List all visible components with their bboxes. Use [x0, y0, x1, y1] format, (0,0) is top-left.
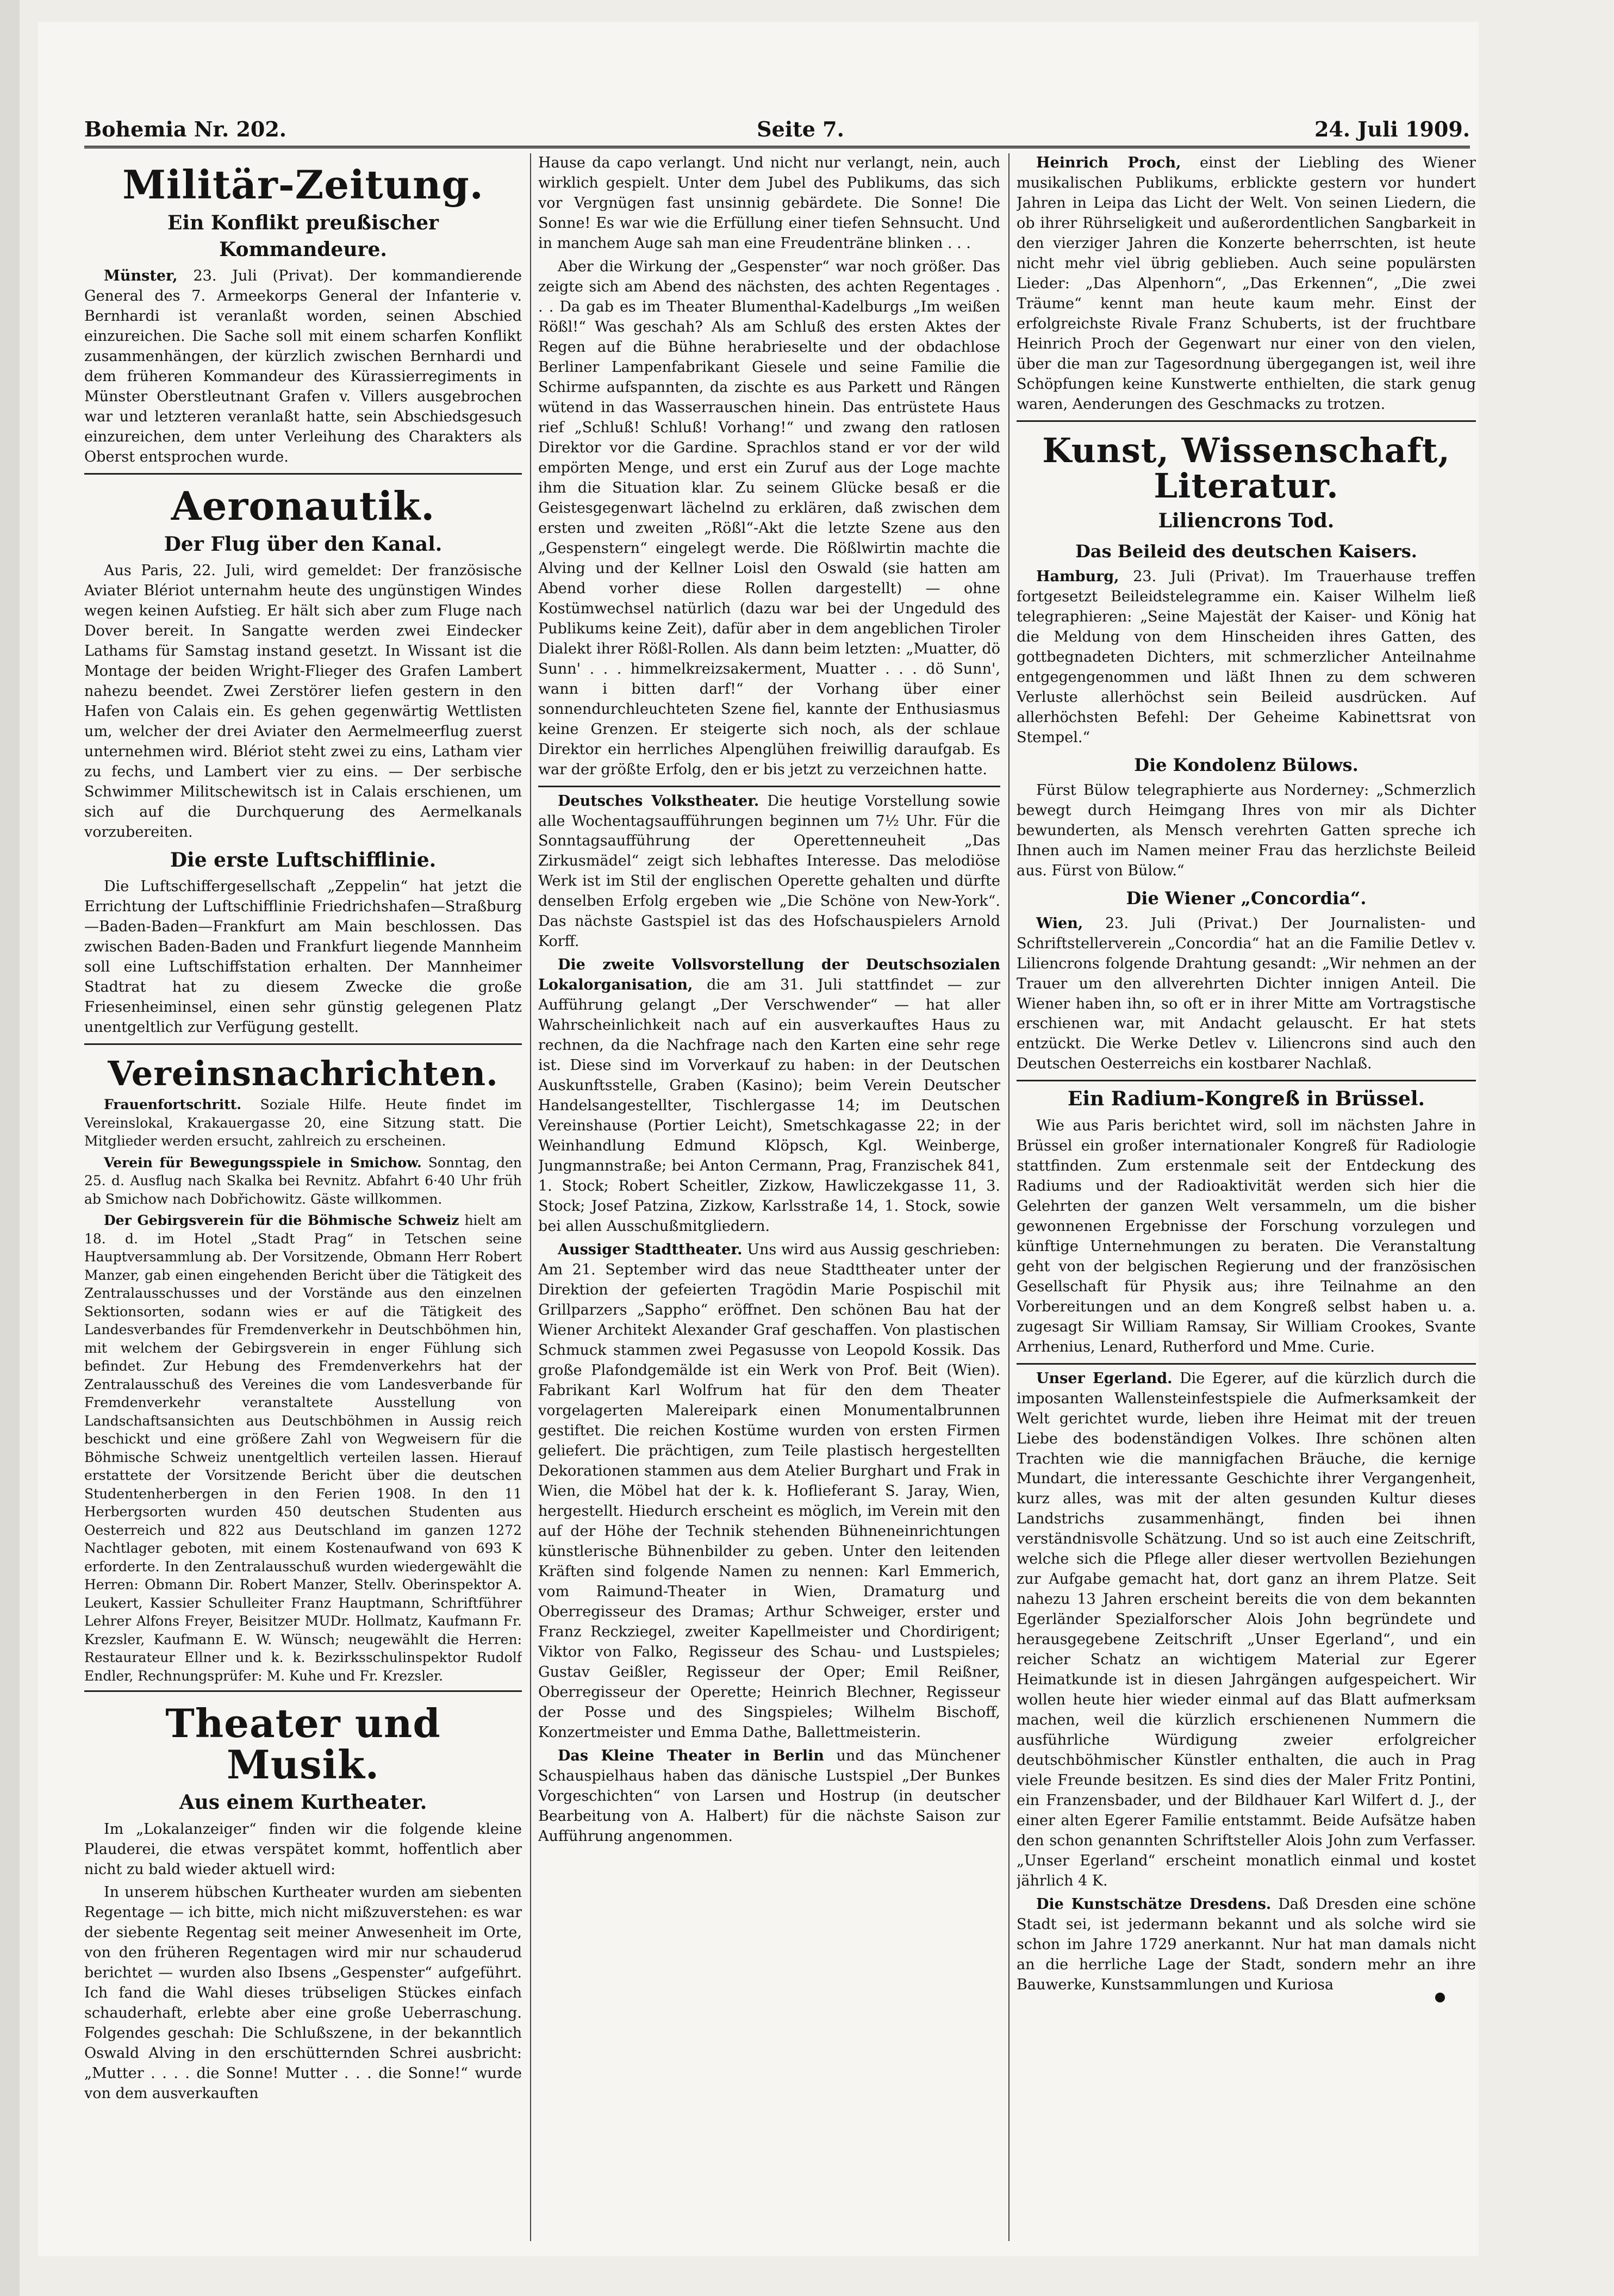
- article-headline: Ein Radium-Kongreß in Brüssel.: [1067, 1087, 1425, 1111]
- notice: [84, 1211, 522, 1685]
- item-text: einst der Liebling des Wiener musikalischen Publikums, erblickte gestern vor hundert Jahren in Leipa das Licht der Welt. Von seinen Liedern, die ob ihrer Rührseligkeit und außerordentlichen Sangbarkeit in den vierziger Jahren die Konzerte beherrschten, ist heute nicht mehr viel übrig geblieben. Auch seine populärsten Lieder: „Das Alpenhorn“, „Das Erkennen“, „Die zwei Träume“ kennt man heute kaum mehr. Einst der erfolgreichste Rivale Franz Schuberts, ist der fruchtbare Heinrich Proch der Gegenwart nur einer von den vielen, über die man zur Tagesordnung übergegangen ist, weil ihre Schöpfungen keine Kunstwerte enthielten, die stark genug waren, Aenderungen des Geschmacks zu trotzen.: [1017, 154, 1476, 413]
- section-title-associations: Vereinsnachrichten.: [108, 1053, 498, 1093]
- article-body: In unserem hübschen Kurtheater wurden am siebenten Regentage — ich bitte, mich nicht mißzuverstehen: es war der siebente Regentag seit meiner Anwesenheit im Orte, von den früheren Regentagen wird mir nur schauderud berichtet — wurden also Ibsens „Gespenster“ aufgeführt. Ich fand die Wahl dieses trübseligen Stückes einfach schauderhaft, erlebte aber eine große Ueberraschung. Folgendes geschah: Die Schlußszene, in der bekanntlich Oswald Alving in den erschütternden Schrei ausbricht: „Mutter . . . . die Sonne! Mutter . . . die Sonne!“ wurde von dem ausverkauften: [84, 1884, 522, 2102]
- column-divider: [1008, 153, 1009, 2241]
- dateline: Hamburg,: [1036, 568, 1119, 586]
- news-item: [1017, 1369, 1476, 1892]
- article-body: Aber die Wirkung der „Gespenster“ war noch größer. Das zeigte sich am Abend des nächsten, des achten Regentages . . . Da gab es im Theater Blumenthal-Kadelburgs „Im weißen Rößl!“ Was geschah? Als am Schluß des ersten Aktes der Regen auf die Bühne herabrieselte und der obdachlose Berliner Lampenfabrikant Giesele und seine Familie die Schirme aufspannten, da zischte es aus Parkett und Rängen wütend in das Wasserrauschen hinein. Das entrüstete Haus rief „Schluß! Schluß! Vorhang!“ und zwang den ratlosen Direktor vor die Gardine. Sprachlos stand er vor der wild empörten Menge, und erst ein Zuruf aus der Loge machte ihm die Situation klar. Zu seinem Glücke besaß er die Geistesgegenwart lächelnd zu erklären, daß zwischen dem ersten und zweiten „Rößl“-Akt die letzte Szene aus den „Gespenstern“ eingelegt werde. Die Rößlwirtin machte die Alving und der Kellner Loisl den Oswald (sie hatten am Abend vorher diese Rollen dargestellt) — ohne Kostümwechsel natürlich (dazu war bei der Ungeduld des Publikums keine Zeit), dafür aber in dem angeblichen Tiroler Dialekt ihrer Rößl-Rollen. Als dann beim letzten: „Muatter, dö Sunn' . . . himmelkreizsakerment, Muatter . . . dö Sunn', wann i bitten darf!“ der Vorhang über einer sonnendurchleuchteten Szene fiel, kannte der Enthusiasmus keine Grenzen. Er steigerte sich noch, als der schlaue Direktor ein herrliches Alpenglühen freiwillig daraufgab. Es war der größte Erfolg, den er bis jetzt zu verzeichnen hatte.: [538, 258, 1000, 778]
- article-headline: Aus einem Kurtheater.: [179, 1791, 427, 1814]
- section-title-arts: Kunst, Wissenschaft, Literatur.: [1042, 430, 1450, 506]
- article-subheadline: Das Beileid des deutschen Kaisers.: [1075, 541, 1417, 562]
- news-item: [538, 1746, 1000, 1847]
- header-paper-issue: Bohemia Nr. 202.: [84, 117, 287, 141]
- article-subheadline: Die Wiener „Concordia“.: [1126, 887, 1367, 909]
- item-lead: Das Kleine Theater in Berlin: [558, 1747, 824, 1764]
- dateline: Wien,: [1036, 914, 1083, 932]
- item-lead: Die Kunstschätze Dresdens.: [1036, 1896, 1272, 1913]
- article-text: 23. Juli (Privat.) Der Journalisten- und Schriftstellerverein „Concordia“ hat an die Familie Detlev v. Liliencrons folgende Drahtung gesandt: „Wir nehmen an der Trauer um den allverehrten Dichter innigen Anteil. Die Wiener haben ihn, so oft er in ihrer Mitte am Vortragstische erschienen war, mit Andacht gelauscht. Er hat stets entzückt. Die Werke Detlev v. Liliencrons sind auch den Deutschen Oesterreichs ein kostbarer Nachlaß.: [1017, 914, 1476, 1073]
- item-lead: Unser Egerland.: [1036, 1370, 1173, 1387]
- notice-text: Sonntag, den 25. d. Ausflug nach Skalka bei Revnitz. Abfahrt 6·40 Uhr früh ab Smichow nach Dobřichowitz. Gäste willkommen.: [84, 1154, 522, 1207]
- section-rule: [84, 473, 522, 475]
- news-item: [538, 1240, 1000, 1743]
- article-headline: Ein Konflikt preußischer Kommandeure.: [167, 211, 439, 261]
- notice-lead: Frauenfortschritt.: [104, 1097, 242, 1113]
- news-item: [1017, 153, 1476, 415]
- news-item: [1017, 1895, 1476, 1995]
- notice: [84, 1096, 522, 1150]
- section-rule: [84, 1690, 522, 1692]
- ink-dot: [1435, 1993, 1445, 2002]
- article-text: 23. Juli (Privat). Der kommandierende General des 7. Armeekorps General der Infanterie v. Bernhardi ist veranlaßt worden, seinen Abschied einzureichen. Die Sache soll mit einem scharfen Konflikt zusammenhängen, der kürzlich zwischen Bernhardi und dem früheren Kommandeur des Kürassierregiments in Münster Oberstleutnant Grafen v. Villers ausgebrochen war und letzteren veranlaßt hatte, sein Abschiedsgesuch einzureichen, dem unter Verleihung des Charakters als Oberst entsprochen wurde.: [84, 267, 522, 466]
- notice-text: hielt am 18. d. im Hotel „Stadt Prag“ in Tetschen seine Hauptversammlung ab. Der Vorsitzende, Obmann Herr Robert Manzer, gab einen eingehenden Bericht über die Tätigkeit des Zentralausschusses und der Vorstände aus den einzelnen Sektionsorten, sodann wies er auf die Tätigkeit des Landesverbandes für Fremdenverkehr in Deutschböhmen hin, mit welchem der Gebirgsverein in enger Fühlung sich befindet. Zur Hebung des Fremdenverkehrs hat der Zentralausschuß des Vereines die vom Landesverbande für Fremdenverkehr veranstaltete Ausstellung von Landschaftsansichten aus Deutschböhmen in Aussig reich beschickt und eine größere Zahl von Wegweisern für die Böhmische Schweiz unentgeltlich verteilen lassen. Hierauf erstattete der Vorsitzende Bericht über die deutschen Studentenherbergen in den Ferien 1908. In den 11 Herbergsorten wurden 450 deutschen Studenten aus Oesterreich und 822 aus Deutschland im ganzen 1272 Nachtlager geboten, mit einem Kostenaufwand von 693 K erforderte. In den Zentralausschuß wurden wiedergewählt die Herren: Obmann Dir. Robert Manzer, Stellv. Oberinspektor A. Leukert, Kassier Schulleiter Franz Hauptmann, Schriftführer Lehrer Alfons Freyer, Beisitzer MUDr. Hollmatz, Kaufmann Fr. Krezsler, Kaufmann E. W. Wünsch; neugewählt die Herren: Restaurateur Ellner und k. k. Bezirksschulinspektor Rudolf Endler, Rechnungsprüfer: M. Kuhe und Fr. Krezsler.: [84, 1212, 522, 1684]
- item-text: Die heutige Vorstellung sowie alle Wochentagsaufführungen beginnen um 7½ Uhr. Für die Sonntagsaufführung der Operettenneuheit „Das Zirkusmädel“ zeigt sich lebhaftes Interesse. Das melodiöse Werk ist im Stil der englischen Operette gehalten und dürfte denselben Erfolg ergeben wie „Die Schöne von New-York“. Das nächste Gastspiel ist das des Hofschauspielers Arnold Korff.: [538, 792, 1000, 950]
- section-rule: [538, 786, 1000, 787]
- section-title-aeronautics: Aeronautik.: [171, 483, 435, 530]
- section-rule: [1017, 420, 1476, 422]
- item-lead: Heinrich Proch,: [1036, 154, 1181, 171]
- article-subheadline: Die Kondolenz Bülows.: [1134, 754, 1358, 775]
- column-1: [84, 153, 522, 2214]
- item-text: Uns wird aus Aussig geschrieben: Am 21. September wird das neue Stadttheater unter der Direktion der gefeierten Tragödin Marie Pospischil mit Grillparzers „Sappho“ eröffnet. Den schönen Bau hat der Wiener Architekt Alexander Graf geschaffen. Von plastischen Schmuck stammen zwei Pegasusse von Leopold Kossik. Das große Plafondgemälde ist ein Werk von Prof. Beit (Wien). Fabrikant Karl Wolfrum hat für den dem Theater vorgelagerten Malereipark einen Monumentalbrunnen gestiftet. Die reichen Kostüme wurden von ersten Firmen geliefert. Die prächtigen, zum Teile plastisch hergestellten Dekorationen stammen aus dem Atelier Burghart und Frak in Wien, die Möbel hat der k. k. Hoflieferant S. Jaray, Wien, hergestellt. Hiedurch erscheint es möglich, im Verein mit den auf der Höhe der Technik stehenden Bühneneinrichtungen künstlerische Bühnenbilder zu geben. Unter den leitenden Kräften sind folgende Namen zu nennen: Karl Emmerich, vom Raimund-Theater in Wien, Dramaturg und Oberregisseur des Dramas; Arthur Schweiger, erster und Franz Reckziegel, zweiter Kapellmeister und Chordirigent; Viktor von Falko, Regisseur des Schau- und Lustspieles; Gustav Geißler, Regisseur der Oper; Emil Reißner, Oberregisseur der Operette; Heinrich Blechner, Regisseur der Posse und des Singspieles; Wilhelm Bischoff, Konzertmeister und Emma Dathe, Ballettmeisterin.: [538, 1241, 1000, 1741]
- association-notices: [84, 1096, 522, 1685]
- article-headline: Der Flug über den Kanal.: [164, 532, 443, 556]
- article-text: 23. Juli (Privat). Im Trauerhause treffen fortgesetzt Beileidstelegramme ein. Kaiser Wilhelm ließ telegraphieren: „Seine Majestät der Kaiser- und König hat die Meldung von dem Hinscheiden ihres Gatten, des gottbegnadeten Dichters, mit schmerzlicher Anteilnahme entgegengenommen und läßt Ihnen zu dem schweren Verluste allerhöchst sein Beileid ausdrücken. Auf allerhöchsten Befehl: Der Geheime Kabinettsrat von Stempel.“: [1017, 568, 1476, 746]
- news-item: [538, 955, 1000, 1237]
- item-lead: Die zweite Vollsvorstellung der Deutschsozialen Lokalorganisation,: [538, 956, 1000, 994]
- header-rule: [84, 146, 1470, 148]
- item-text: Die Egerer, auf die kürzlich durch die imposanten Wallensteinfestspiele die Aufmerksamkeit der Welt gerichtet wurde, lieben ihre Heimat mit der treuen Liebe des bodenständigen Volkes. Ihre schönen alten Trachten wie die mannigfachen Bräuche, die kernige Mundart, die interessante Geschichte ihrer Vergangenheit, kurz alles, was mit der alten gesunden Kultur dieses Landstrichs zusammenhängt, finden bei ihnen verständnisvolle Schätzung. Und so ist auch eine Zeitschrift, welche sich die Pflege aller dieser wertvollen Beziehungen zur Aufgabe gemacht hat, dort ganz an ihrem Platze. Seit nahezu 13 Jahren erscheint bereits die von dem bekannten Egerländer Spezialforscher Alois John begründete und herausgegebene Zeitschrift „Unser Egerland“, und ein reicher Schatz an wichtigem Material zur Egerer Heimatkunde ist in diesen Jahrgängen aufgespeichert. Wir wollen heute hier wieder einmal auf das Blatt aufmerksam machen, weil die kürzlich erschienenen Nummern die ausführliche Würdigung zweier erfolgreicher deutschböhmischer Künstler enthalten, die auch in Prag viele Freunde besitzen. Es sind dies der Maler Fritz Pontini, ein Franzensbader, und der Bildhauer Karl Wilfert d. J., der einer alten Egerer Familie entstammt. Beide Aufsätze haben den schon genannten Schriftsteller Alois John zum Verfasser. „Unser Egerland“ erscheint monatlich einmal und kostet jährlich 4 K.: [1017, 1370, 1476, 1890]
- news-item: [538, 792, 1000, 953]
- notice-lead: Der Gebirgsverein für die Böhmische Schweiz: [104, 1212, 459, 1229]
- dateline: Münster,: [104, 267, 178, 285]
- item-text: und das Münchener Schauspielhaus haben das dänische Lustspiel „Der Bunkes Vorgeschichten“ von Larsen und Hostrup (in deutscher Bearbeitung von A. Halbert) für die nächste Saison zur Aufführung angenommen.: [538, 1747, 1000, 1845]
- header-date: 24. Juli 1909.: [1314, 117, 1470, 141]
- article-body: [1017, 567, 1476, 748]
- item-text: die am 31. Juli stattfindet — zur Aufführung gelangt „Der Verschwender“ — hat aller Wahrscheinlichkeit nach auf ein ausverkauftes Haus zu rechnen, da die Nachfrage nach den Karten eine sehr rege ist. Diese sind im Vorverkauf zu haben: in der Deutschen Auskunftsstelle, Graben (Kasino); beim Verein Deutscher Handelsangestellter, Tischlergasse 14; im Deutschen Vereinshause (Portier Leicht), Smetschkagasse 22; in der Weinhandlung Edmund Klöpsch, Kgl. Weinberge, Jungmannstraße; bei Anton Cermann, Prag, Franzischek 841, 1. Stock; Robert Scheitler, Zizkow, Hawliczekgasse 11, 3. Stock; Josef Patzina, Zizkow, Karlsstraße 14, 1. Stock, sowie bei allen Ausschußmitgliedern.: [538, 976, 1000, 1235]
- article-body: Wie aus Paris berichtet wird, soll im nächsten Jahre in Brüssel ein großer internationaler Kongreß für Radiologie stattfinden. Zum erstenmale seit der Entdeckung des Radiums und der Radioaktivität werden sich hier die Gelehrten der ganzen Welt versammeln, um die bisher gewonnenen Ergebnisse der Forschung vorzulegen und künftige Unternehmungen zu beraten. Die Veranstaltung geht von der belgischen Regierung und der französischen Gesellschaft für Physik aus; ihre Teilnahme an den Vorbereitungen und an dem Kongreß selbst haben u. a. zugesagt Sir William Ramsay, Sir William Crookes, Svante Arrhenius, Lenard, Rutherford und Mme. Curie.: [1017, 1117, 1476, 1355]
- item-lead: Deutsches Volkstheater.: [558, 792, 759, 810]
- notice-lead: Verein für Bewegungsspiele in Smichow.: [104, 1154, 422, 1171]
- notice: [84, 1154, 522, 1209]
- column-divider: [530, 153, 531, 2241]
- section-rule: [84, 1043, 522, 1045]
- article-body: Fürst Bülow telegraphierte aus Norderney: „Schmerzlich bewegt durch Heimgang Ihres von mir als Dichter bewunderten, als Mensch verehrten Gatten spreche ich Ihnen auch im Namen meiner Frau das herzlichste Beileid aus. Fürst von Bülow.“: [1017, 781, 1476, 879]
- article-headline: Die erste Luftschifflinie.: [170, 848, 437, 872]
- page-header: [84, 109, 1470, 141]
- item-lead: Aussiger Stadttheater.: [558, 1241, 743, 1259]
- header-page-number: Seite 7.: [757, 117, 844, 141]
- column-2: [538, 153, 1000, 2214]
- article-body: Im „Lokalanzeiger“ finden wir die folgende kleine Plauderei, die etwas verspätet kommt, hoffentlich aber nicht zu bald wieder aktuell wird:: [84, 1820, 522, 1878]
- notice-text: Soziale Hilfe. Heute findet im Vereinslokal, Krakauergasse 20, eine Sitzung statt. Die Mitglieder werden ersucht, zahlreich zu erscheinen.: [84, 1097, 522, 1149]
- article-body: [84, 266, 522, 468]
- section-rule: [1017, 1080, 1476, 1081]
- section-title-theater: Theater und Musik.: [165, 1700, 441, 1788]
- column-3: [1017, 153, 1476, 2214]
- section-title-military: Militär-Zeitung.: [122, 161, 484, 208]
- section-rule: [1017, 1363, 1476, 1365]
- page-gutter: [0, 0, 20, 2296]
- article-continuation: Hause da capo verlangt. Und nicht nur verlangt, nein, auch wirklich gespielt. Unter dem Jubel des Publikums, das sich vor Vergnügen fast unsinnig gebärdete. Die Sonne! Die Sonne! Es war wie die Erfüllung einer tiefen Sehnsucht. Und in manchem Auge sah man eine Freudenträne blinken . . .: [538, 154, 1000, 252]
- article-body: [1017, 914, 1476, 1075]
- item-text: Daß Dresden eine schöne Stadt sei, ist jedermann bekannt und als solche wird sie schon im Jahre 1729 anerkannt. Nur hat man damals nicht an die herrliche Lage der Stadt, sondern mehr an ihre Bauwerke, Kunstsammlungen und Kuriosa: [1017, 1896, 1476, 1994]
- article-body: Die Luftschiffergesellschaft „Zeppelin“ hat jetzt die Errichtung der Luftschifflinie Friedrichshafen—Straßburg—Baden-Baden—Frankfurt am Main beschlossen. Das zwischen Baden-Baden und Frankfurt liegende Mannheim soll eine Luftschiffstation erhalten. Der Mannheimer Stadtrat hat zu diesem Zwecke die große Friesenheiminsel, einen sehr günstig gelegenen Platz unentgeltlich zur Verfügung gestellt.: [84, 878, 522, 1036]
- article-body: Aus Paris, 22. Juli, wird gemeldet: Der französische Aviater Blériot unternahm heute des ungünstigen Windes wegen keinen Aufstieg. Er hält sich aber zum Fluge nach Dover bereit. In Sangatte werden zwei Eindecker Lathams für Samstag instand gesetzt. In Wissant ist die Montage der beiden Wright-Flieger des Grafen Lambert nahezu beendet. Zwei Zerstörer liefen gestern in den Hafen von Calais ein. Es gehen gegenwärtig Wettlisten um, welcher der drei Aviater den Aermelmeerflug zuerst unternehmen wird. Blériot steht zwei zu eins, Latham vier zu fechs, und Lambert vier zu eins. — Der serbische Schwimmer Militschewitsch ist in Calais erschienen, um sich auf die Durchquerung des Aermelkanals vorzubereiten.: [84, 562, 522, 841]
- article-headline: Liliencrons Tod.: [1158, 509, 1335, 532]
